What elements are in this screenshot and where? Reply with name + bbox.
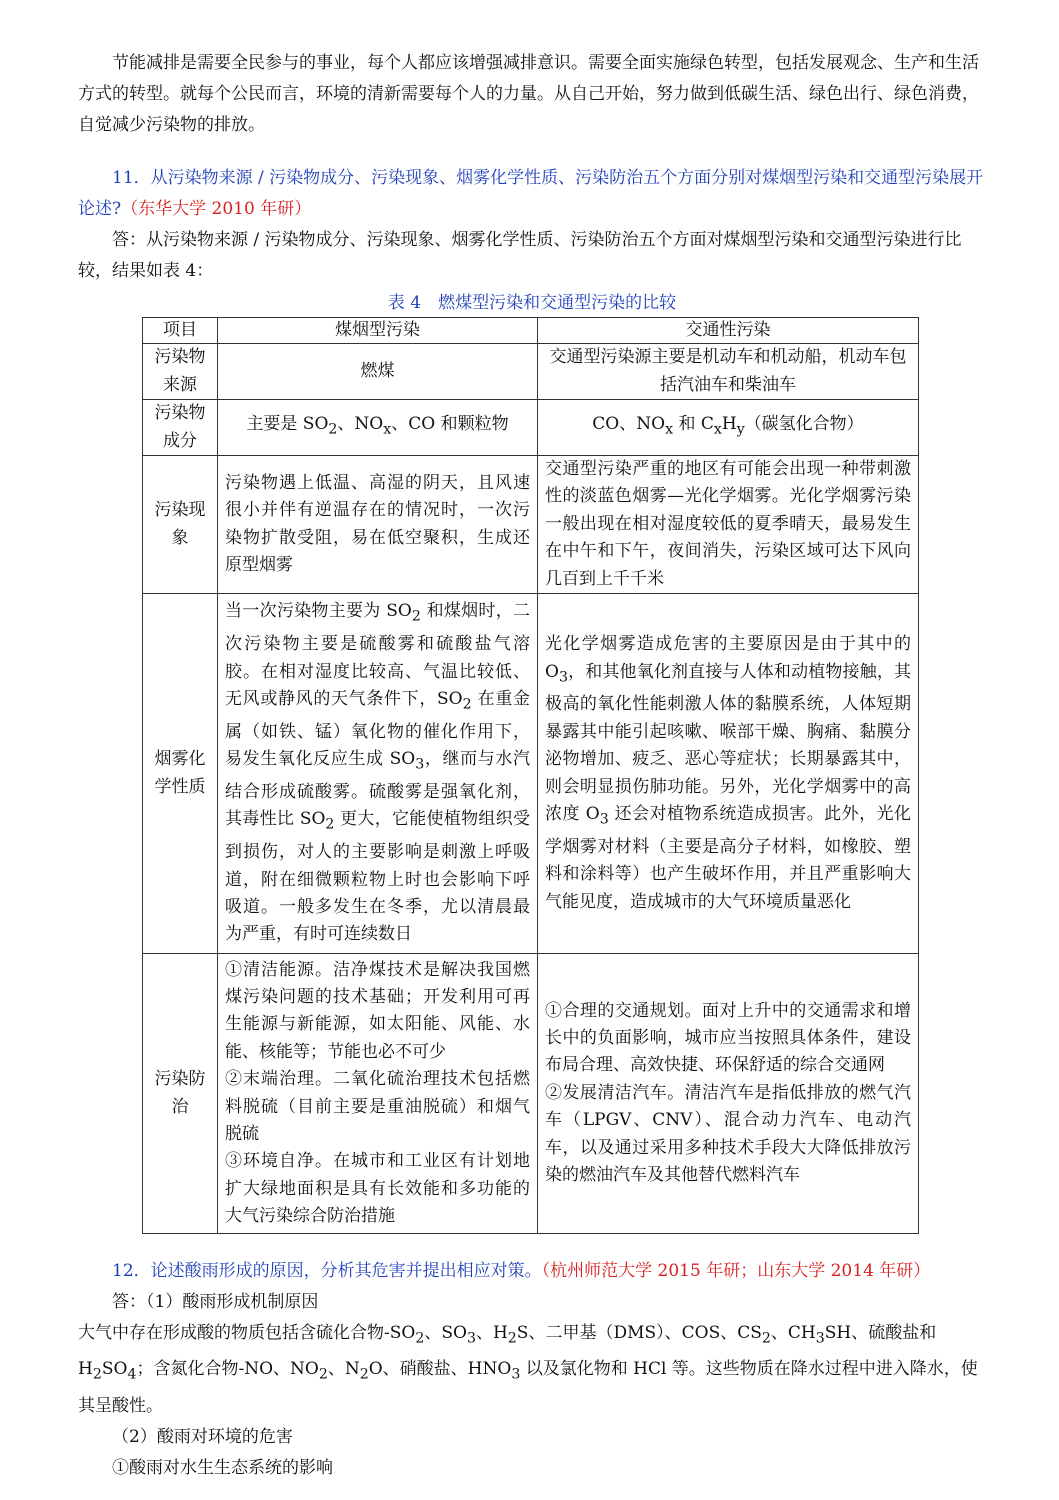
text-run: 在重金属（如铁、锰）氧化物的催化作用下，易发生氧化反应生成 SO <box>225 688 530 770</box>
header-coal: 煤烟型污染 <box>218 318 538 344</box>
traffic-cell <box>538 594 919 954</box>
text-run: 以及氯化物和 HCl 等。这些物质在降水过程中进入降水，使其呈酸性。 <box>78 1359 978 1416</box>
coal-cell <box>218 594 538 954</box>
answer-12-subheading: （2）酸雨对环境的危害 <box>112 1426 293 1447</box>
text-run: 和 C <box>673 414 714 435</box>
subscript: 2 <box>411 608 421 625</box>
subscript: 2 <box>415 1330 425 1347</box>
document-page <box>78 48 986 1484</box>
header-item: 项目 <box>143 318 218 344</box>
coal-cell <box>218 954 538 1234</box>
text-run: 、SO <box>424 1323 467 1344</box>
subscript: 4 <box>127 1366 137 1383</box>
measure-item: ②发展清洁汽车。清洁汽车是指低排放的燃气汽车（LPGV、CNV）、混合动力汽车、电动汽车，以及通过采用多种技术手段大大降低排放污染的燃油汽车及其他替代燃料汽车 <box>545 1082 911 1186</box>
table-caption: 表 4 燃煤型污染和交通型污染的比较 <box>387 293 677 313</box>
text-run: O、硝酸盐、HNO <box>368 1359 512 1380</box>
subscript: x <box>665 421 674 438</box>
table-row <box>143 456 919 594</box>
text-run: ，继而与水汽结合形成硫酸雾。硫酸雾是强氧化剂，其毒性比 SO <box>225 749 530 830</box>
intro-paragraph: 节能减排是需要全民参与的事业，每个人都应该增强减排意识。需要全面实施绿色转型，包括发展观念、生产和生活方式的转型。就每个公民而言，环境的清新需要每个人的力量。从自己开始，努力做到低碳生活、绿色出行、绿色消费，自觉减少污染物的排放。 <box>78 53 979 135</box>
subscript: 3 <box>511 1366 521 1383</box>
subscript: 3 <box>415 756 425 773</box>
text-run: 更大，它能使植物组织受到损伤，对人的主要影响是刺激上呼吸道，附在细微颗粒物上时也会影响下呼吸道。一般多发生在冬季，尤以清晨最为严重，有时可连续数日 <box>225 809 530 945</box>
answer-11: 答：从污染物来源 / 污染物成分、污染现象、烟雾化学性质、污染防治五个方面对煤烟型污染和交通型污染进行比较，结果如表 4： <box>78 230 962 281</box>
row-label: 污染物成分 <box>143 400 218 456</box>
subscript: 3 <box>815 1330 825 1347</box>
text-run: SH、硫酸盐和 H <box>78 1323 937 1380</box>
subscript: 2 <box>92 1366 102 1383</box>
subscript: 2 <box>359 1366 369 1383</box>
coal-cell: 污染物遇上低温、高湿的阴天，且风速很小并伴有逆温存在的情况时，一次污染物扩散受阻，易在低空聚积，生成还原型烟雾 <box>218 456 538 594</box>
acid-rain-cause-paragraph <box>78 1318 986 1422</box>
answer-12-subitem: ①酸雨对水生生态系统的影响 <box>112 1457 333 1478</box>
text-run: 光化学烟雾造成危害的主要原因是由于其中的 O <box>545 634 911 682</box>
traffic-cell: 交通型污染严重的地区有可能会出现一种带刺激性的淡蓝色烟雾—光化学烟雾。光化学烟雾污染一般出现在相对湿度较低的夏季晴天，最易发生在中午和下午，夜间消失，污染区域可达下风向几百到上千千米 <box>538 456 919 594</box>
traffic-cell: 交通型污染源主要是机动车和机动船，机动车包括汽油车和柴油车 <box>538 344 919 400</box>
comparison-table-wrapper <box>142 317 918 1234</box>
text-run: 、H <box>475 1323 508 1344</box>
subscript: 2 <box>507 1330 517 1347</box>
subscript: 2 <box>761 1330 771 1347</box>
text-run: S、二甲基（DMS）、COS、CS <box>516 1323 762 1344</box>
text-run: 、NO <box>337 414 384 435</box>
measure-item: ①合理的交通规划。面对上升中的交通需求和增长中的负面影响，城市应当按照具体条件，建设布局合理、高效快捷、环保舒适的综合交通网 <box>545 1000 911 1076</box>
subscript: 3 <box>466 1330 476 1347</box>
coal-cell <box>218 400 538 456</box>
text-run: CO、NO <box>592 414 666 435</box>
text-run: ；含氮化合物-NO、NO <box>136 1359 319 1380</box>
question-11-text: 11．从污染物来源 / 污染物成分、污染现象、烟雾化学性质、污染防治五个方面分别对煤烟型污染和交通型污染展开论述? <box>78 168 984 219</box>
text-run: 、CO 和颗粒物 <box>391 414 509 435</box>
text-run: （碳氢化合物） <box>744 414 864 435</box>
table-row <box>143 344 919 400</box>
subscript: 3 <box>599 811 609 828</box>
traffic-cell <box>538 400 919 456</box>
row-label: 污染防治 <box>143 954 218 1234</box>
table-row <box>143 954 919 1234</box>
text-run: 当一次污染物主要为 SO <box>225 601 412 622</box>
table-row <box>143 400 919 456</box>
comparison-table <box>142 317 919 1234</box>
text-run: 还会对植物系统造成损害。此外，光化学烟雾对材料（主要是高分子材料，如橡胶、塑料和涂料等）也产生破坏作用，并且严重影响大气能见度，造成城市的大气环境质量恶化 <box>545 803 912 912</box>
answer-12-heading: 答：（1）酸雨形成机制原因 <box>112 1292 319 1313</box>
coal-cell: 燃煤 <box>218 344 538 400</box>
table-header-row <box>143 318 919 344</box>
row-label: 污染现象 <box>143 456 218 594</box>
text-run: ，和其他氧化剂直接与人体和动植物接触，其极高的氧化性能刺激人体的黏膜系统，人体短期暴露其中能引起咳嗽、喉部干燥、胸痛、黏膜分泌物增加、疲乏、恶心等症状；长期暴露其中，则会明显损伤肺功能。另外，光化学烟雾中的高浓度 O <box>545 661 911 824</box>
question-11-source: （东华大学 2010 年研） <box>121 199 312 219</box>
text-run: 、N <box>327 1359 360 1380</box>
measure-item: ②末端治理。二氧化硫治理技术包括燃料脱硫（目前主要是重油脱硫）和烟气脱硫 <box>225 1069 530 1144</box>
traffic-cell <box>538 954 919 1234</box>
text-run: 主要是 SO <box>246 414 329 435</box>
row-label: 污染物来源 <box>143 344 218 400</box>
subscript: y <box>736 421 745 438</box>
text-run: 大气中存在形成酸的物质包括含硫化合物-SO <box>78 1323 416 1344</box>
subscript: 2 <box>325 816 335 833</box>
question-12 <box>78 1256 986 1287</box>
table-row <box>143 594 919 954</box>
header-traffic: 交通性污染 <box>538 318 919 344</box>
row-label: 烟雾化学性质 <box>143 594 218 954</box>
subscript: x <box>383 421 392 438</box>
question-12-text: 12．论述酸雨形成的原因，分析其危害并提出相应对策。 <box>112 1261 542 1282</box>
subscript: 2 <box>318 1366 328 1383</box>
text-run: H <box>721 414 737 435</box>
subscript: 2 <box>462 696 472 713</box>
subscript: 2 <box>328 421 338 438</box>
question-12-source: （杭州师范大学 2015 年研；山东大学 2014 年研） <box>541 1261 931 1282</box>
text-run: SO <box>101 1359 128 1380</box>
subscript: x <box>713 421 722 438</box>
question-11 <box>78 163 986 225</box>
text-run: 、CH <box>770 1323 816 1344</box>
measure-item: ③环境自净。在城市和工业区有计划地扩大绿地面积是具有长效能和多功能的大气污染综合防治措施 <box>225 1151 530 1227</box>
measure-item: ①清洁能源。洁净煤技术是解决我国燃煤污染问题的技术基础；开发利用可再生能源与新能源，如太阳能、风能、水能、核能等；节能也必不可少 <box>225 959 530 1062</box>
text-run: 和煤烟时，二次污染物主要是硫酸雾和硫酸盐气溶胶。在相对湿度比较高、气温比较低、无风或静风的天气条件下，SO <box>225 601 530 709</box>
subscript: 3 <box>558 668 568 685</box>
